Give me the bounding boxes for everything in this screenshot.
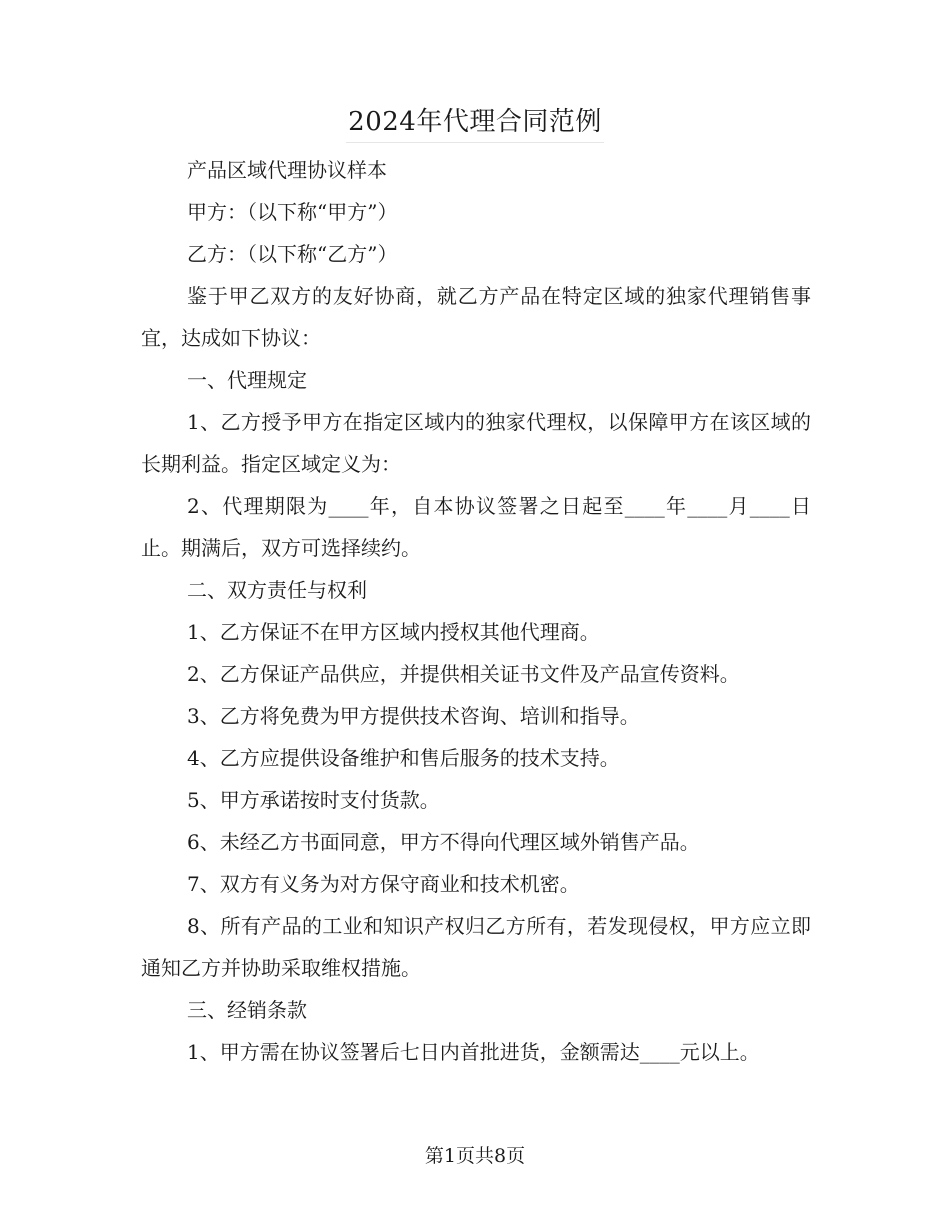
paragraph-party-a: 甲方：（以下称“甲方”） — [187, 200, 398, 224]
clause-responsibility-3: 3、乙方将免费为甲方提供技术咨询、培训和指导。 — [187, 704, 640, 728]
document-title-text: 2024年代理合同范例 — [346, 102, 604, 143]
section-heading-distribution: 三、经销条款 — [187, 998, 307, 1022]
section-heading-responsibilities: 二、双方责任与权利 — [187, 578, 367, 602]
clause-responsibility-6: 6、未经乙方书面同意，甲方不得向代理区域外销售产品。 — [187, 830, 700, 854]
section-heading-agency: 一、代理规定 — [187, 368, 307, 392]
clause-responsibility-8: 8、所有产品的工业和知识产权归乙方所有，若发现侵权，甲方应立即通知乙方并协助采取维权措施。 — [141, 914, 811, 980]
clause-agency-1: 1、乙方授予甲方在指定区域内的独家代理权，以保障甲方在该区域的长期利益。指定区域定义为： — [141, 410, 811, 476]
clause-agency-2: 2、代理期限为____年，自本协议签署之日起至____年____月____日止。期满后，双方可选择续约。 — [141, 494, 811, 560]
document-title — [0, 102, 950, 143]
paragraph-preamble: 鉴于甲乙双方的友好协商，就乙方产品在特定区域的独家代理销售事宜，达成如下协议： — [141, 284, 811, 350]
clause-responsibility-2: 2、乙方保证产品供应，并提供相关证书文件及产品宣传资料。 — [187, 662, 740, 686]
document-body — [141, 149, 811, 1073]
clause-responsibility-1: 1、乙方保证不在甲方区域内授权其他代理商。 — [187, 620, 600, 644]
clause-distribution-1: 1、甲方需在协议签署后七日内首批进货，金额需达____元以上。 — [187, 1040, 760, 1064]
clause-responsibility-5: 5、甲方承诺按时支付货款。 — [187, 788, 440, 812]
page-footer: 第1页共8页 — [424, 1145, 526, 1167]
paragraph-subtitle: 产品区域代理协议样本 — [187, 158, 387, 182]
clause-responsibility-7: 7、双方有义务为对方保守商业和技术机密。 — [187, 872, 580, 896]
clause-responsibility-4: 4、乙方应提供设备维护和售后服务的技术支持。 — [187, 746, 620, 770]
paragraph-party-b: 乙方：（以下称“乙方”） — [187, 242, 398, 266]
